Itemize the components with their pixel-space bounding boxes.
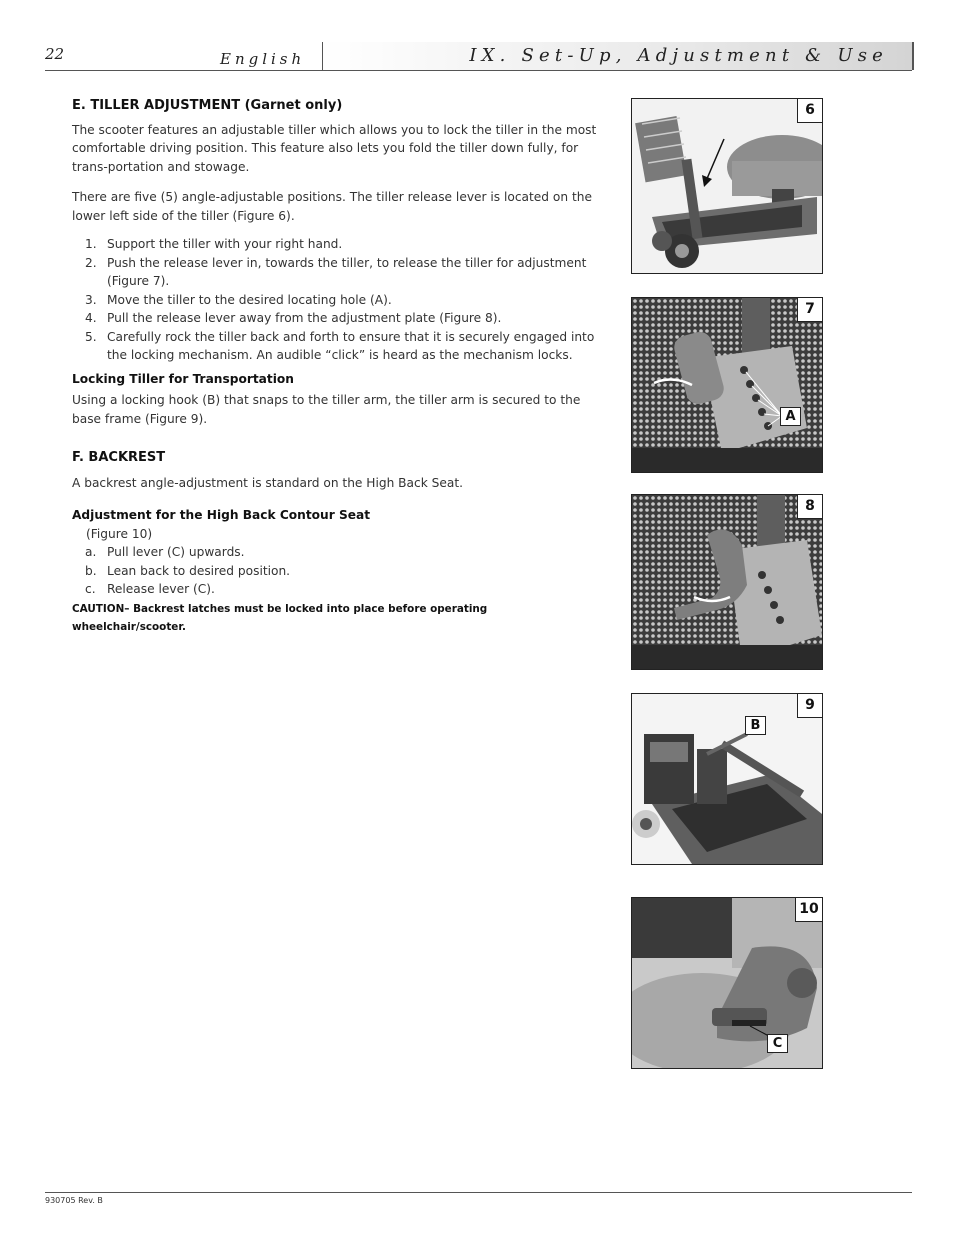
figure-6-photo [632, 99, 822, 273]
step-number: 3. [85, 292, 97, 307]
callout-b: B [745, 716, 766, 735]
figure-9 [631, 693, 823, 865]
list-item [72, 291, 600, 310]
step-letter: c. [85, 582, 96, 596]
figure-10 [631, 897, 823, 1069]
step-text: Pull the release lever away from the adjustment plate (Figure 8). [107, 311, 502, 325]
figure-number: 10 [795, 898, 822, 922]
step-text: Carefully rock the tiller back and forth to ensure that it is securely engaged into the locking mechanism. An audible “click” is heard as the mechanism locks. [107, 329, 595, 362]
list-item [72, 235, 600, 254]
page-header [0, 0, 954, 75]
list-item [72, 328, 600, 365]
figure-8 [631, 494, 823, 670]
backrest-intro: A backrest angle-adjustment is standard on the High Back Seat. [72, 475, 463, 490]
callout-a: A [780, 407, 801, 426]
callout-c: C [767, 1034, 788, 1053]
main-content [72, 97, 600, 637]
section-title: IX. Set-Up, Adjustment & Use [469, 45, 888, 66]
tiller-steps-list [72, 235, 600, 365]
document-code: 930705 Rev. B [45, 1196, 103, 1205]
step-number: 2. [85, 255, 97, 270]
figure-number: 8 [797, 495, 822, 519]
list-item [72, 254, 600, 291]
header-rule [45, 70, 912, 71]
backrest-figure-ref: (Figure 10) [86, 526, 153, 541]
step-text: Lean back to desired position. [107, 563, 291, 578]
tiller-para-1: The scooter features an adjustable tiller which allows you to lock the tiller in the most comfortable driving position. This feature also lets you fold the tiller down fully, for trans-portation and stowage. [72, 122, 597, 174]
list-item [72, 562, 600, 581]
figure-9-photo [632, 694, 822, 864]
figure-10-photo [632, 898, 822, 1068]
figure-number: 7 [797, 298, 822, 322]
language-label: English [220, 50, 306, 68]
backrest-heading: F. BACKREST [72, 450, 166, 465]
transport-text: Using a locking hook (B) that snaps to the tiller arm, the tiller arm is secured to the base frame (Figure 9). [72, 393, 581, 426]
list-item [72, 309, 600, 328]
step-text: Release lever (C). [107, 582, 215, 596]
header-divider [322, 42, 323, 71]
backrest-sub-heading: Adjustment for the High Back Contour Seat [72, 508, 371, 522]
step-number: 4. [85, 311, 97, 325]
figure-7-photo [632, 298, 822, 472]
step-number: 5. [85, 329, 97, 344]
figure-8-photo [632, 495, 822, 669]
tiller-heading: E. TILLER ADJUSTMENT (Garnet only) [72, 98, 343, 113]
step-text: Move the tiller to the desired locating hole (A). [107, 292, 392, 307]
caution-note: CAUTION– Backrest latches must be locked into place before operating wheelchair/scooter. [72, 602, 488, 633]
tiller-para-2: There are five (5) angle-adjustable positions. The tiller release lever is located on the lower left side of the tiller (Figure 6). [72, 190, 592, 223]
step-letter: a. [85, 545, 97, 559]
footer-rule [45, 1192, 912, 1193]
step-number: 1. [85, 237, 97, 251]
list-item [72, 543, 600, 562]
page-number: 22 [45, 45, 65, 63]
list-item [72, 580, 600, 599]
step-text: Pull lever (C) upwards. [107, 545, 245, 559]
step-text: Push the release lever in, towards the tiller, to release the tiller for adjustment (Figure 7). [107, 255, 587, 288]
figure-number: 9 [797, 694, 822, 718]
figure-number: 6 [797, 99, 822, 123]
transport-heading: Locking Tiller for Transportation [72, 371, 294, 386]
section-title-bar [324, 42, 914, 70]
step-letter: b. [85, 563, 97, 578]
step-text: Support the tiller with your right hand. [107, 237, 343, 251]
figure-7 [631, 297, 823, 473]
figure-6 [631, 98, 823, 274]
backrest-steps-list [72, 543, 600, 599]
